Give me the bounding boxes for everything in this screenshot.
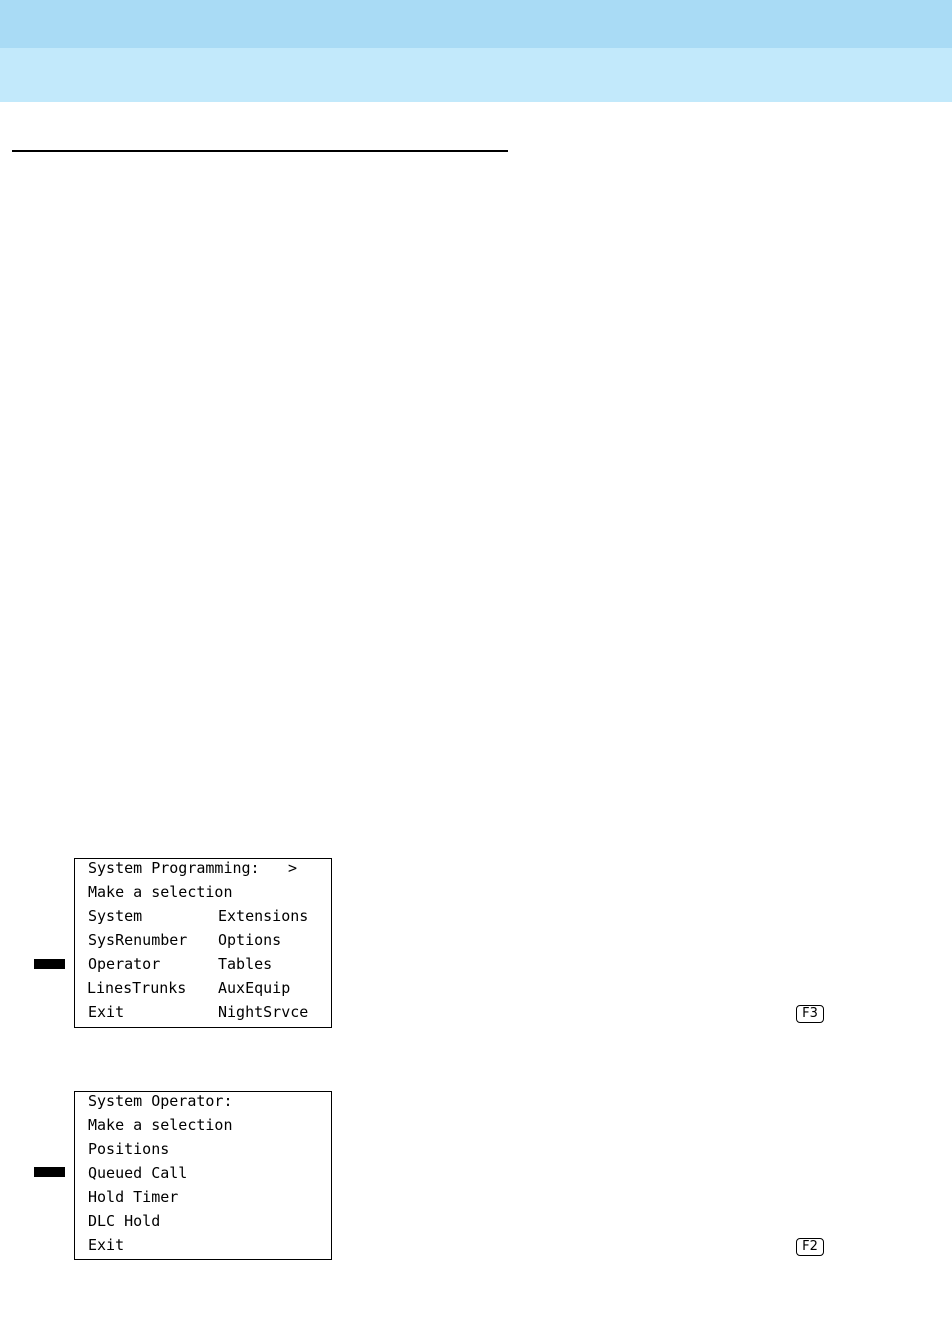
menu-item-tables[interactable]: Tables	[218, 955, 273, 973]
menu-item-linestrunks[interactable]: LinesTrunks	[87, 979, 187, 997]
selection-marker	[34, 959, 65, 969]
system-programming-display	[74, 858, 332, 1028]
menu-item-dlc-hold[interactable]: DLC Hold	[88, 1212, 161, 1230]
menu-item-auxequip[interactable]: AuxEquip	[218, 979, 291, 997]
selection-marker	[34, 1167, 65, 1177]
menu-item-exit[interactable]: Exit	[88, 1003, 125, 1021]
menu-item-extensions[interactable]: Extensions	[218, 907, 309, 925]
menu-item-nightsrvce[interactable]: NightSrvce	[218, 1003, 309, 1021]
menu-item-positions[interactable]: Positions	[88, 1140, 170, 1158]
menu-item-sysrenumber[interactable]: SysRenumber	[88, 931, 188, 949]
menu-item-options[interactable]: Options	[218, 931, 282, 949]
next-page-arrow: >	[288, 859, 298, 877]
header-band-top	[0, 0, 952, 48]
screen-prompt: Make a selection	[88, 1116, 233, 1134]
menu-item-operator[interactable]: Operator	[88, 955, 161, 973]
screen-prompt: Make a selection	[88, 883, 233, 901]
menu-item-queued-call[interactable]: Queued Call	[88, 1164, 188, 1182]
function-key-f2[interactable]: F2	[796, 1238, 824, 1256]
function-key-f3[interactable]: F3	[796, 1005, 824, 1023]
menu-item-system[interactable]: System	[88, 907, 143, 925]
screen-title: System Operator:	[88, 1092, 233, 1110]
system-operator-display	[74, 1091, 332, 1260]
menu-item-hold-timer[interactable]: Hold Timer	[88, 1188, 179, 1206]
header-band-bottom	[0, 48, 952, 102]
menu-item-exit[interactable]: Exit	[88, 1236, 125, 1254]
section-rule	[12, 150, 508, 152]
screen-title: System Programming:	[88, 859, 260, 877]
